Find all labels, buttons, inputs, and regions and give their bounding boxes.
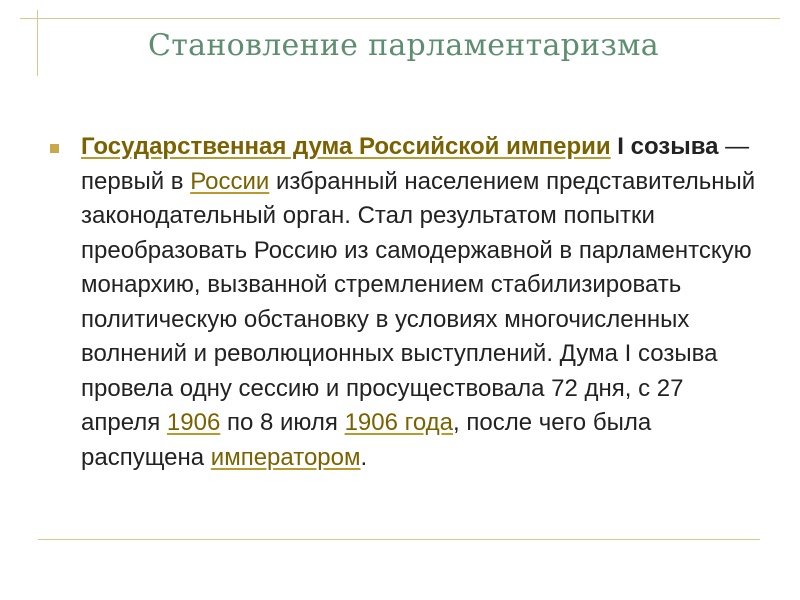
frame-top-line: [20, 18, 780, 19]
link-year-1906-goda[interactable]: 1906 года: [344, 409, 454, 436]
text-segment: , после чего была распущена: [81, 409, 652, 471]
frame-bottom-line: [38, 539, 760, 540]
link-emperor[interactable]: императором: [210, 443, 361, 471]
text-segment: — первый в: [81, 133, 750, 195]
link-russia[interactable]: России: [190, 167, 270, 195]
bullet-item: [50, 130, 765, 475]
text-segment: по 8 июля: [220, 409, 345, 436]
slide-content: [50, 130, 765, 475]
slide-title: Становление парламентаризма: [148, 28, 659, 63]
text-segment: .: [360, 443, 368, 471]
paragraph: [81, 130, 765, 475]
bold-heading: [81, 133, 719, 160]
frame-left-line: [37, 10, 38, 76]
link-year-1906[interactable]: 1906: [166, 409, 221, 436]
link-state-duma[interactable]: Государственная дума Российской империи: [81, 133, 611, 160]
square-bullet-icon: [50, 144, 59, 153]
text-segment: избранный населением представительный законодательный орган. Стал результатом попытки преобразовать Россию из самодержавной в парламентскую монархию, вызванной стремлением стабилизировать политическую обстановку в условиях многочисленных волнений и революционных выступлений. Дума I созыва провела одну сессию и просуществовала 72 дня, с 27 апреля: [81, 167, 756, 436]
bold-text-convocation: I созыва: [610, 133, 719, 160]
